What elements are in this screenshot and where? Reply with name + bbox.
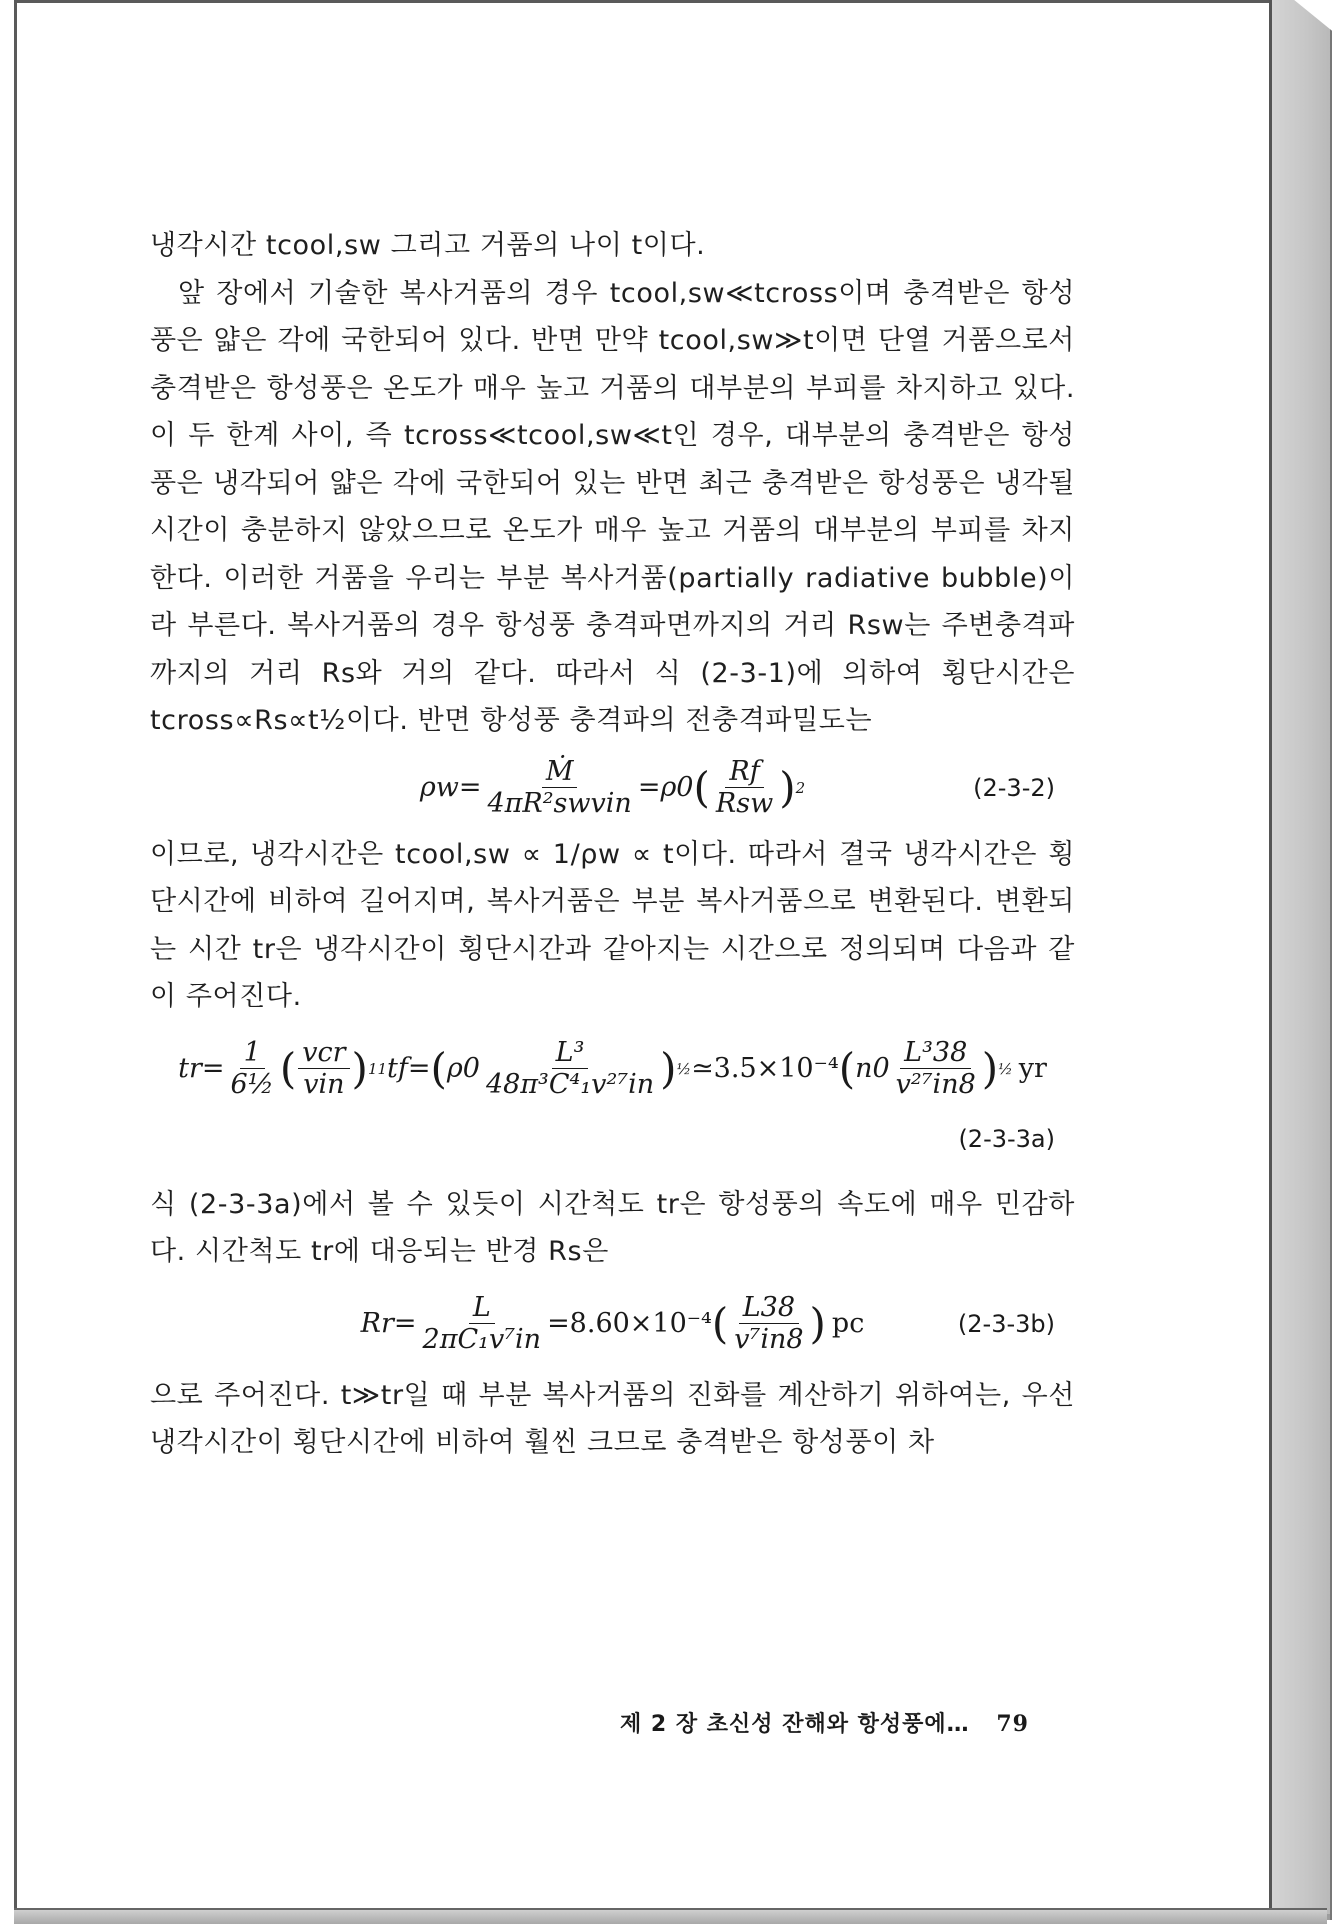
eq2-d-exp: ½ [998,1059,1013,1078]
eq2-b-num: vcr [298,1037,349,1069]
page-edge-right [1269,0,1332,1920]
eq3-coef: =8.60×10⁻⁴ [547,1308,712,1339]
eq2-a-den: 6½ [230,1069,274,1100]
page-edge-bottom [14,1908,1327,1924]
equation-label: (2-3-2) [973,773,1055,802]
eq2-lhs: tr [178,1053,202,1084]
eq1-num1: Ṁ [542,756,578,788]
eq1-num2: Rf [725,756,763,788]
paragraph-5: 으로 주어진다. t≫tr일 때 부분 복사거품의 진화를 계산하기 위하여는, 우선 냉각시간이 횡단시간에 비하여 훨씬 크므로 충격받은 항성풍이 차 [150,1379,1075,1458]
eq2-c-pre: ρ0 [446,1053,480,1084]
chapter-title: 제 2 장 초신성 잔해와 항성풍에… [620,1712,970,1737]
eq1-lhs: ρw [419,772,459,803]
eq1-fraction-2 [712,756,777,819]
equation-label: (2-3-3a) [958,1124,1055,1153]
eq2-c-exp: ½ [676,1059,692,1078]
eq1-exponent: 2 [795,778,806,797]
eq2-fraction-a [227,1037,278,1100]
eq1-mid: ρ0 [660,772,694,803]
eq2-fraction-c [482,1037,658,1100]
paragraph-2: 앞 장에서 기술한 복사거품의 경우 tcool,sw≪tcross이며 충격받은 항성풍은 얇은 각에 국한되어 있다. 반면 만약 tcool,sw≫t이면 단열 거품으로서 충격받은 항성풍은 온도가 매우 높고 거품의 대부분의 부피를 차지하고 있다. 이 두 한계 사이, 즉 tcross≪tcool,sw≪t인 경우, 대부분의 충격받은 항성풍은 냉각되어 얇은 각에 국한되어 있는 반면 최근 충격받은 항성풍은 냉각될 시간이 충분하지 않았으므로 온도가 매우 높고 거품의 대부분의 부피를 차지한다. 이러한 거품을 우리는 부분 복사거품(partially radiative bubble)이라 부른다. 복사거품의 경우 항성풍 충격파면까지의 거리 Rsw는 주변충격파까지의 거리 Rs와 거의 같다. 따라서 식 (2-3-1)에 의하여 횡단시간은 tcross∝Rs∝t½이다. 반면 항성풍 충격파의 전충격파밀도는 [150,277,1075,736]
eq2-fraction-b [298,1037,349,1100]
eq1-den2: Rsw [715,788,774,819]
eq1-den1: 4πR²swvin [487,788,632,819]
eq2-b-den: vin [303,1069,345,1100]
eq3-num: L [469,1292,495,1324]
eq2-approx: ≃3.5×10⁻⁴ [691,1053,839,1084]
eq2-d-num: L³38 [900,1037,971,1069]
paragraph-3: 이므로, 냉각시간은 tcool,sw ∝ 1/ρw ∝ t이다. 따라서 결국 냉각시간은 횡단시간에 비하여 길어지며, 복사거품은 부분 복사거품으로 변환된다. 변환되는 시간 tr은 냉각시간이 횡단시간과 같아지는 시간으로 정의되며 다음과 같이 주어진다. [150,838,1075,1012]
equation-2-3-3b: Rr = $\frac{L}{\text{2πC₁v⁷in}}$ =8.60×10⁻⁴ ( $\frac{L38}{\text{v⁷in8}}$ ) pc (2-3-3b) [360,1291,1055,1355]
eq2-b-exp: 11 [367,1059,388,1078]
equation-2-3-2: ρw = $\frac{\text{Ṁ}}{\text{4πR²swvin}}$ = ρ0 ( $\frac{Rf}{\text{Rsw}}$ ) 2 (2-3-2) [419,755,1055,819]
eq2-d-den: v²⁷in8 [895,1069,976,1100]
eq1-fraction-1 [483,756,635,819]
page-content [150,222,1075,1467]
eq2-a-num: 1 [240,1037,265,1069]
eq3-unit: pc [831,1308,865,1339]
eq2-d-pre: n0 [855,1053,890,1084]
eq2-tf: tf [387,1053,408,1084]
eq2-c-num: L³ [552,1037,589,1069]
equation-2-3-3a: tr = $\frac{1}{\text{6½}}$ ( $\frac{\text{vcr}}{\text{vin}}$ ) 11 tf = ( ρ0 $\frac{\text{L³}}{\text{48π³C⁴₁v²⁷in}}$ ) ½ ≃3.5×10⁻⁴ ( n0 $\frac{\text{L³38}}{\text{v²⁷in8}}$ ) ½ yr [178,1036,1047,1100]
paragraph-1: 냉각시간 tcool,sw 그리고 거품의 나이 t이다. [150,230,706,261]
eq2-unit: yr [1018,1053,1047,1084]
equation-label: (2-3-3b) [957,1309,1055,1338]
paragraph-4: 식 (2-3-3a)에서 볼 수 있듯이 시간척도 tr은 항성풍의 속도에 매우 민감하다. 시간척도 tr에 대응되는 반경 Rs은 [150,1188,1075,1267]
eq3-lhs: Rr [360,1308,394,1339]
eq3-den: 2πC₁v⁷in [422,1324,542,1355]
eq3-p-den: v⁷in8 [734,1324,804,1355]
eq2-fraction-d [892,1037,980,1100]
running-footer [620,1707,1029,1738]
eq3-fraction-1 [419,1292,546,1355]
eq2-c-den: 48π³C⁴₁v²⁷in [485,1069,655,1100]
page-number: 79 [996,1711,1029,1737]
eq3-p-num: L38 [739,1292,799,1324]
eq3-fraction-2 [730,1292,807,1355]
